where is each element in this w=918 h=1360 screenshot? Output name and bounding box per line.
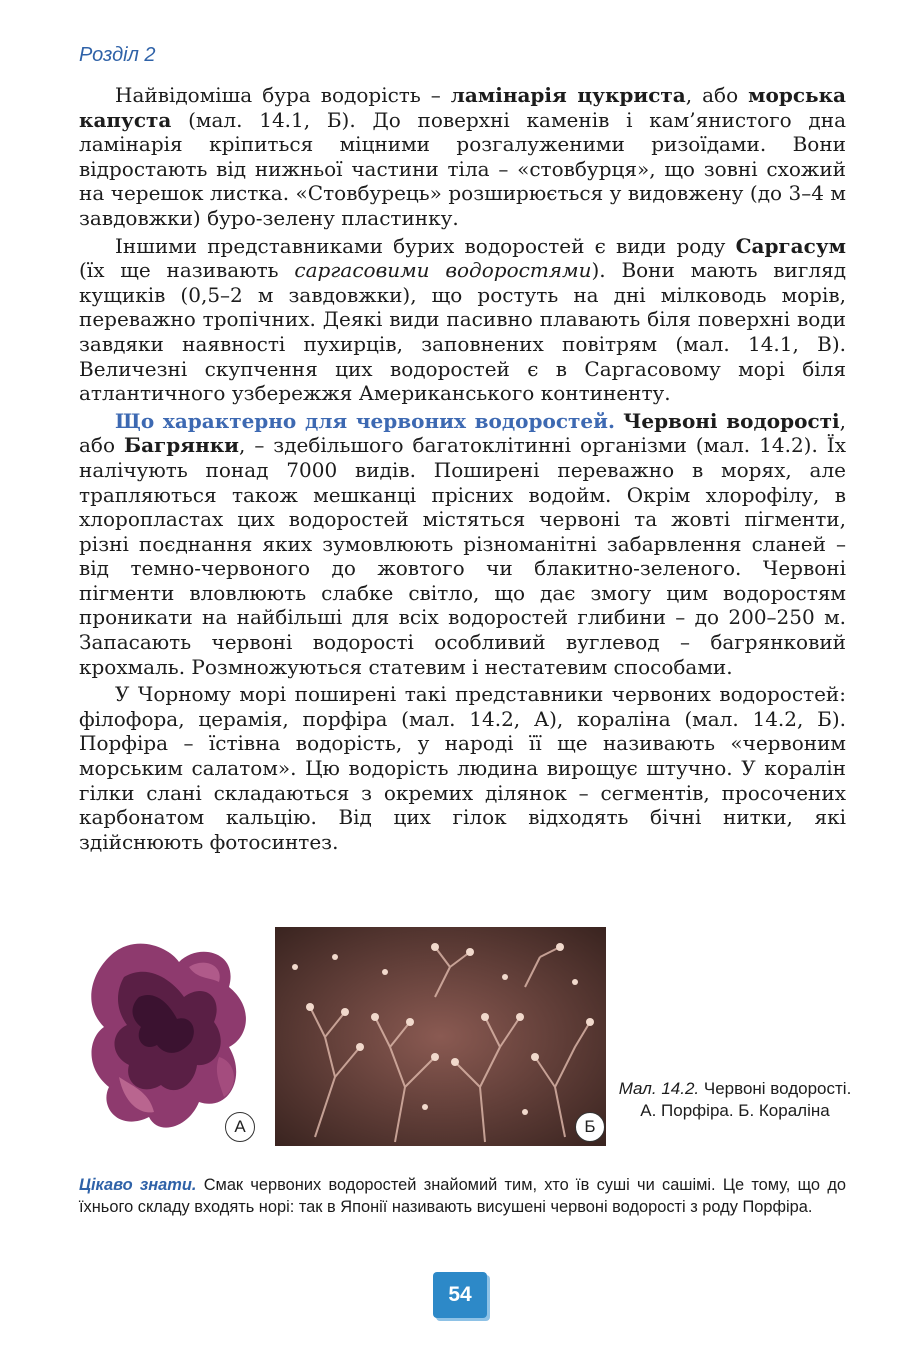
note-text: Смак червоних водоростей знайомий тим, хто їв суші чи сашімі. Це тому, що до їхнього складу входять норі: так в Японії називають висушені червоні водорості з роду Порфіра.: [79, 1176, 847, 1216]
note-title: Цікаво знати.: [79, 1176, 197, 1194]
photo-porphyra: [79, 927, 261, 1146]
term-laminaria: ламінарія цукриста: [450, 83, 686, 107]
figure-label-b: Б: [575, 1112, 605, 1142]
fun-fact-note: [79, 1174, 846, 1218]
text-run: , – здебільшого багатоклітинні організми (мал. 14.2). Їх налічують понад 7000 видів. Поширені переважно в морях, але трапляються також мешканці прісних водойм. Окрім хлорофілу, в хлоропластах цих водоростей містяться червоні та жовті пігменти, різні поєднання яких зумовлюють різноманітні забарвлення сланей – від темно-червоного до жовтого чи блакитно-зеленого. Червоні пігменти вловлюють слабке світло, що дає змогу цим водоростям проникати на найбільші для всіх водоростей глибини – до 200–250 м. Запасають червоні водорості особливий вуглевод – багрянковий крохмаль. Розмножуються статевим і нестатевим способами.: [79, 433, 846, 679]
text-run: ). Вони мають вигляд кущиків (0,5–2 м завдовжки), що ростуть на дні мілководь морів, переважно тропічних. Деякі види пасивно плавають біля поверхні води завдяки наявності пухирців, заповнених повітрям (мал. 14.1, В). Величезні скупчення цих водоростей є в Саргасовому морі біля атлантичного узбережжя Американського континенту.: [79, 258, 847, 406]
figure-caption: [615, 1078, 855, 1122]
text-run: , або: [79, 408, 846, 458]
term-sargassum: Саргасум: [735, 233, 846, 258]
corallina-illustration: [275, 927, 606, 1146]
photo-corallina: [275, 927, 606, 1146]
text-run: , або: [685, 83, 749, 107]
figure-label-a: А: [225, 1112, 255, 1142]
text-run: (мал. 14.1, Б). До поверхні каменів і кам’янистого дна ламінарія кріпиться міцними розгалуженими ризоїдами. Вони відростають від нижньої частини тіла – «стовбурця», що зовні схожий на черешок листка. «Стовбурець» розширюється у видовжену (до 3–4 м завдовжки) буро-зелену пластинку.: [79, 107, 846, 230]
caption-ref: Мал. 14.2.: [618, 1079, 700, 1098]
term-bagryanky: Багрянки: [124, 433, 239, 458]
paragraph-black-sea: [79, 682, 846, 854]
paragraph-red-algae: [79, 409, 846, 680]
text-run: (їх ще називають: [79, 258, 295, 283]
text-run: Іншими представниками бурих водоростей є види роду: [115, 233, 736, 258]
paragraph-laminaria: [79, 83, 846, 231]
section-label: Розділ 2: [79, 44, 156, 66]
term-sargassum-algae: саргасовими водоростями: [294, 258, 592, 283]
caption-text: Червоні водорості. А. Порфіра. Б. Кораліна: [640, 1079, 852, 1120]
term-red-algae: Червоні водорості: [623, 408, 840, 433]
page-number: 54: [433, 1272, 487, 1318]
text-run: У Чорному морі поширені такі представники червоних водоростей: філофора, церамія, порфіра (мал. 14.2, А), кораліна (мал. 14.2, Б). Порфіра – їстівна водорість, у народі її ще називають «червоним морським салатом». Цю водорість людина вирощує штучно. У коралін гілки слані складаються з окремих ділянок – сегментів, просочених карбонатом кальцію. Від цих гілок відходять бічні нитки, які здійснюють фотосинтез.: [79, 682, 846, 854]
subheading-red-algae: Що характерно для червоних водоростей.: [115, 408, 615, 433]
term-sea-cabbage: морська капуста: [79, 83, 847, 132]
main-text: [79, 83, 846, 857]
text-run: Найвідоміша бура водорість –: [115, 83, 451, 107]
paragraph-sargassum: [79, 234, 846, 406]
